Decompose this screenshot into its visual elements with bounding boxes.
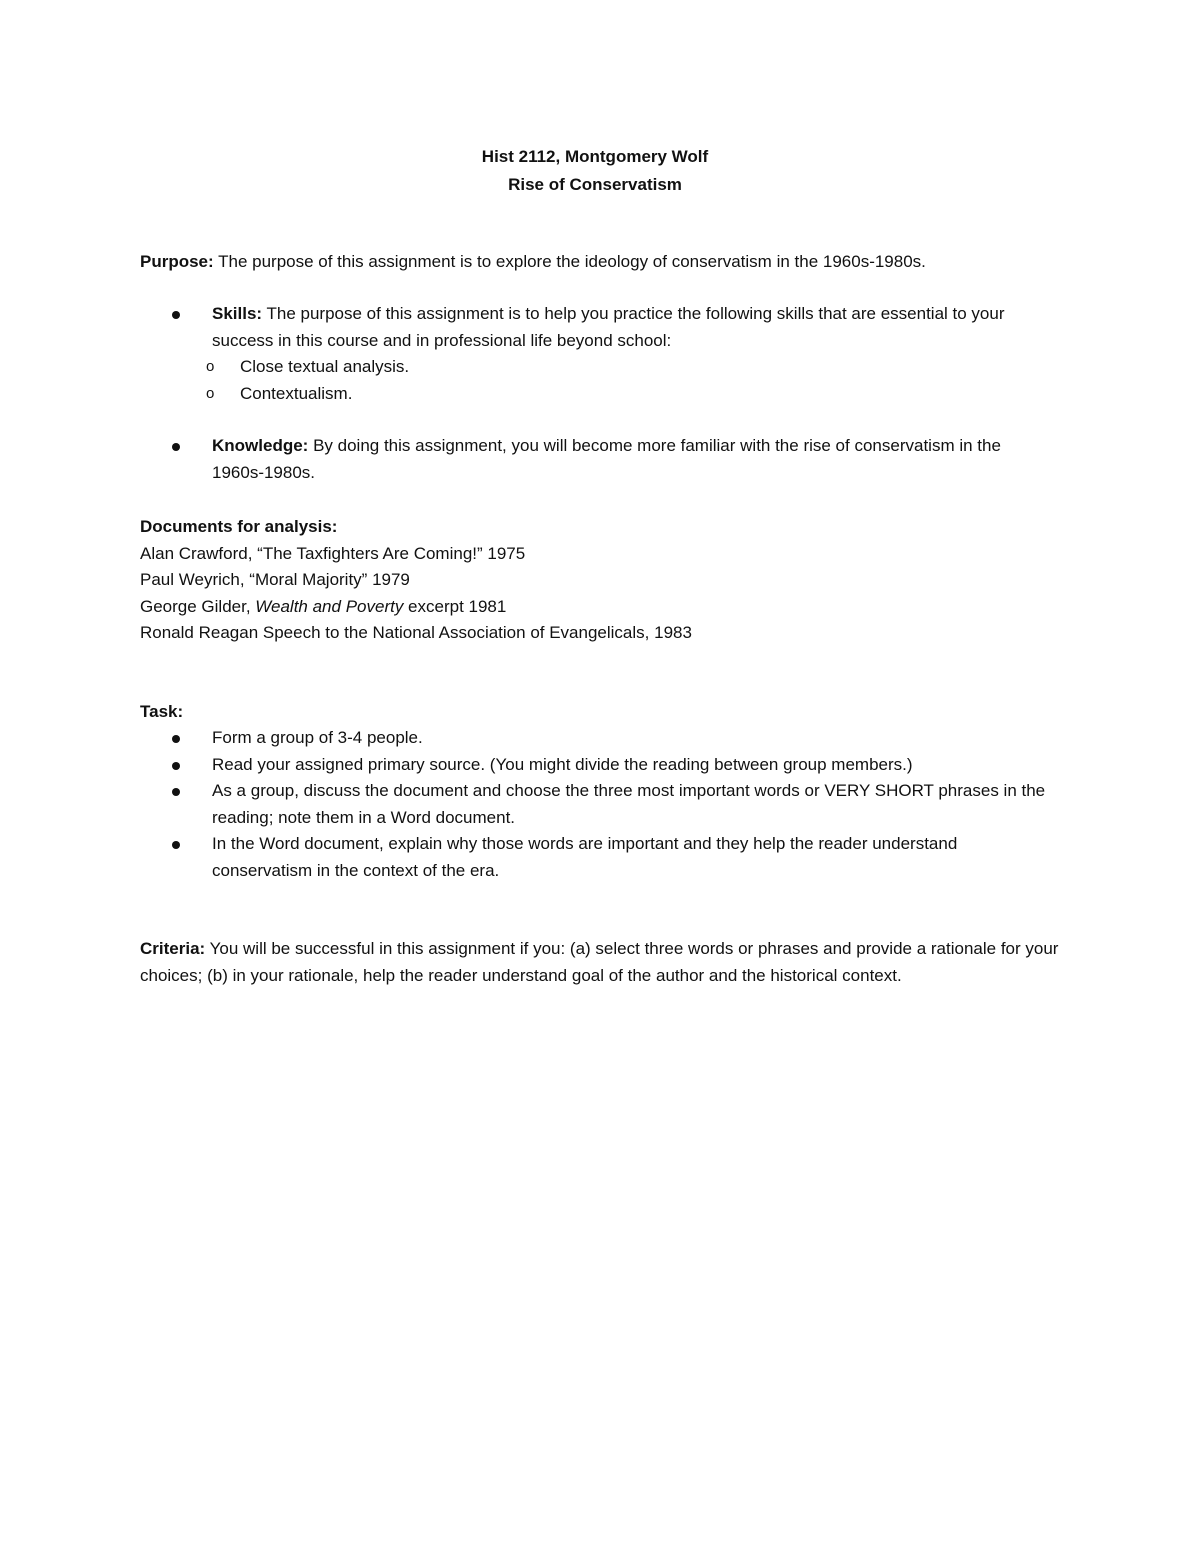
task-item: As a group, discuss the document and choose the three most important words or VERY SHORT phrases in the reading; note them in a Word document.	[168, 778, 1048, 831]
bullet-icon	[172, 788, 180, 796]
skills-item	[168, 301, 1048, 354]
document-header	[0, 143, 1190, 199]
knowledge-text: By doing this assignment, you will become more familiar with the rise of conservatism in the 1960s-1980s.	[212, 436, 1001, 482]
skills-subitem: o Close textual analysis.	[168, 354, 1048, 381]
task-list	[168, 725, 1048, 884]
bullet-icon	[172, 841, 180, 849]
bullet-icon	[172, 311, 180, 319]
hollow-bullet-icon: o	[206, 384, 215, 402]
documents-section	[140, 514, 1060, 647]
skills-sublist	[168, 354, 1048, 407]
purpose-label: Purpose:	[140, 252, 214, 271]
task-item: In the Word document, explain why those words are important and they help the reader understand conservatism in the context of the era.	[168, 831, 1048, 884]
course-title: Hist 2112, Montgomery Wolf	[481, 147, 709, 166]
bullet-icon	[172, 735, 180, 743]
task-item: Read your assigned primary source. (You might divide the reading between group members.)	[168, 752, 1048, 779]
hollow-bullet-icon: o	[206, 358, 215, 375]
skills-text: The purpose of this assignment is to help you practice the following skills that are essential to your success in this course and in professional life beyond school:	[212, 304, 1005, 350]
goals-list	[168, 301, 1048, 486]
bullet-icon	[172, 762, 180, 770]
skills-label: Skills:	[212, 304, 263, 323]
document-entry: Ronald Reagan Speech to the National Association of Evangelicals, 1983	[140, 623, 692, 642]
documents-heading: Documents for analysis:	[140, 517, 338, 536]
document-entry: George Gilder, Wealth and Poverty excerpt 1981	[140, 596, 507, 616]
assignment-title: Rise of Conservatism	[508, 175, 682, 194]
document-entry: Paul Weyrich, “Moral Majority” 1979	[140, 570, 410, 589]
skills-subitem: o Contextualism.	[168, 381, 1048, 408]
knowledge-label: Knowledge:	[212, 436, 309, 455]
task-heading: Task:	[140, 702, 184, 721]
criteria-paragraph	[140, 936, 1060, 989]
knowledge-item	[168, 433, 1048, 486]
criteria-text: You will be successful in this assignment if you: (a) select three words or phrases and provide a rationale for your choices; (b) in your rationale, help the reader understand goal of the author and the historical context.	[140, 939, 1059, 985]
purpose-paragraph	[140, 249, 1060, 276]
book-title: Wealth and Poverty	[255, 596, 404, 616]
criteria-label: Criteria:	[140, 939, 206, 958]
purpose-text: The purpose of this assignment is to explore the ideology of conservatism in the 1960s-1980s.	[213, 252, 926, 271]
bullet-icon	[172, 443, 180, 451]
task-item: Form a group of 3-4 people.	[168, 725, 1048, 752]
document-entry: Alan Crawford, “The Taxfighters Are Coming!” 1975	[140, 543, 526, 563]
